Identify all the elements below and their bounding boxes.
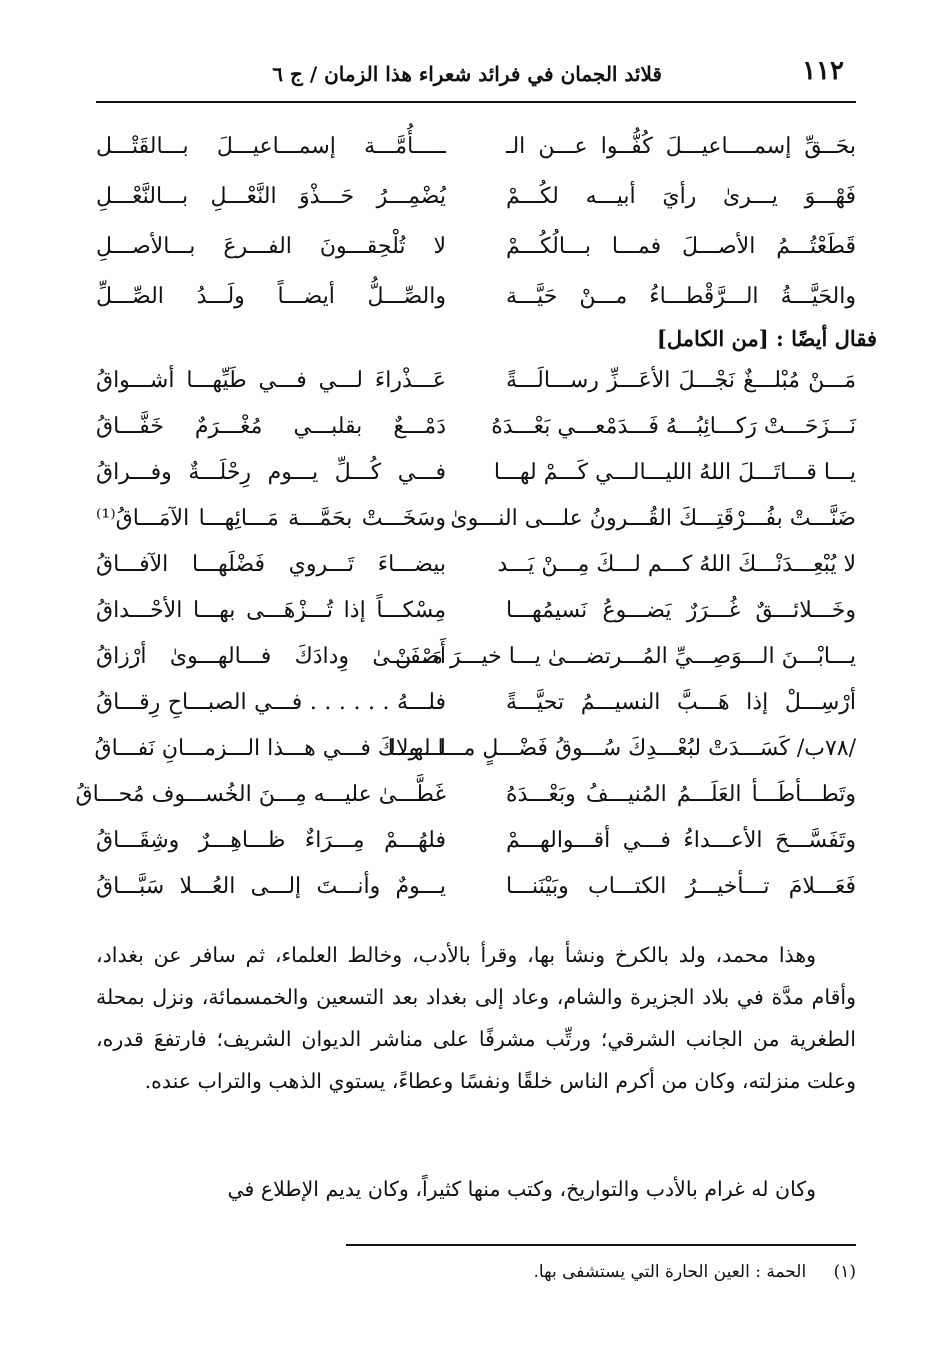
verse-second-hemistich: دَمْـــعٌ بقلبـــي مُغْـــرَمٌ خَفَّـــاقُ: [96, 414, 446, 439]
verse: [96, 404, 856, 450]
verse-first-hemistich: نَـــزَحَـــتْ رَكـــائِبُـــهُ فَـــدَمْعـــي بَعْـــدَهُ: [491, 414, 856, 439]
verse: [96, 496, 856, 542]
verse-first-hemistich: لا يُبْعِـــدَنْـــكَ اللهُ كـــم لـــكَ مِـــنْ يَـــد: [497, 552, 856, 577]
verse: [96, 634, 856, 680]
verse: [96, 588, 856, 634]
verse-second-hemistich: ـــــأُمَّـــة إسمـــاعيـــلَ بـــالقَتْـــل: [96, 134, 446, 159]
verse-first-hemistich: فَهْـــوَ يـــرىٰ رأيَ أبيـــه لكُـــمْ: [506, 184, 856, 209]
verse: [75, 772, 856, 818]
footnote: [534, 1262, 856, 1282]
verse-first-hemistich: وتَفَسَّـــحَ الأعـــداءُ فـــي أقـــوالهـــمْ: [506, 828, 856, 853]
verse: [96, 174, 856, 224]
footnote-divider: [346, 1244, 856, 1246]
verse-second-hemistich: والصِّـــلُّ أيضـــاً ولَـــدُ الصِّـــلِّ: [96, 284, 446, 309]
verse-first-hemistich: يـــابْـــنَ الـــوَصِـــيِّ المُـــرتضـــىٰ يـــا خيـــرَ مَـــنْ: [395, 644, 856, 669]
poem-2: [75, 358, 856, 910]
verse-first-hemistich: يـــا قـــاتَـــلَ اللهُ الليـــالـــي كَـــمْ لهـــا: [493, 460, 856, 485]
verse-second-hemistich: فلـــهُ . . . . . . فـــي الصبـــاحِ رِقـــاقُ: [96, 690, 446, 715]
verse-second-hemistich: عَـــذْراءَ لـــي فـــي طَيِّهـــا أشـــواقُ: [96, 368, 446, 393]
verse: [96, 224, 856, 274]
footnote-text: الحمة : العين الحارة التي يستشفى بها.: [533, 1262, 807, 1282]
verse-first-hemistich: قَطَعْتُـــمُ الأصـــلَ فمـــا بـــالُكُـــمْ: [506, 234, 856, 259]
verse: [96, 450, 856, 496]
verse-first-hemistich: أرْسِـــلْ إذا هَـــبَّ النسيـــمُ تحيَّـــةً: [506, 690, 856, 715]
verse: [96, 680, 856, 726]
verse: [96, 864, 856, 910]
header-divider: [96, 101, 856, 103]
verse-second-hemistich: يُضْمِـــرُ حَـــذْوَ النَّعْـــلِ بـــالنَّعْـــلِ: [96, 184, 446, 209]
poem-1: [96, 124, 856, 324]
verse-first-hemistich: وخَـــلائـــقٌ غُـــرَرٌ يَضـــوعُ نَسيمُهـــا: [506, 598, 856, 623]
verse-second-hemistich: وسَخَـــتْ بحَمَّـــة مَـــائِهـــا الآمَـــاقُ⁽¹⁾: [96, 506, 446, 531]
verse-second-hemistich: فلهُـــمْ مِـــرَاءٌ ظـــاهِـــرٌ وشِقَـــاقُ: [96, 828, 446, 853]
poem-2-intro: فقال أيضًا : [من الكامل]: [656, 326, 877, 351]
verse: [96, 726, 856, 772]
prose-paragraph: وكان له غرام بالأدب والتواريخ، وكتب منها كثيراً، وكان يديم الإطلاع في: [227, 1177, 816, 1201]
page-number: ١١٢: [802, 56, 844, 86]
verse-first-hemistich: والحَيَّـــةُ الـــرَّقْطـــاءُ مـــنْ حَيَّـــة: [506, 284, 856, 309]
verse-second-hemistich: يـــومٌ وأنـــتَ إلـــى العُـــلا سَبَّـــاقُ: [96, 874, 446, 899]
verse-second-hemistich: لا تُلْحِقـــونَ الفـــرعَ بـــالأصـــلِ: [96, 234, 446, 259]
verse-first-hemistich: بحَــقِّ إسمــــاعيـــلَ كُفُّــوا عـــن الـ: [506, 134, 856, 159]
verse-second-hemistich: غَطَّـــىٰ عليـــه مِـــنَ الخُســـوف مُحـــاقُ: [75, 782, 446, 807]
verse-second-hemistich: مِسْكـــاً إذا تُـــزْهَـــى بهـــا الأحْـــداقُ: [96, 598, 446, 623]
verse-second-hemistich: أَصْفَـــىٰ وِدادَكَ فـــالهـــوىٰ أرْزاقُ: [96, 644, 446, 669]
verse-first-hemistich: مَـــنْ مُبْلـــغٌ نَجْـــلَ الأعَـــزِّ رســـالَـــةً: [506, 368, 856, 393]
verse: [96, 542, 856, 588]
verse: [96, 818, 856, 864]
verse: [96, 358, 856, 404]
running-title: قلائد الجمان في فرائد شعراء هذا الزمان / ج ٦: [272, 62, 662, 86]
page-header: [96, 52, 852, 96]
verse: [96, 124, 856, 174]
verse: [96, 274, 856, 324]
prose-body-2: [96, 1168, 856, 1210]
verse-first-hemistich: /٧٨ب/ كَسَـــدَتْ لبُعْـــدِكَ سُـــوقُ فَضْـــلٍ مـــا لهـــا: [387, 736, 856, 761]
verse-first-hemistich: وتَطـــأطَـــأ العَلَـــمُ المُنيـــفُ وبَعْـــدَهُ: [506, 782, 856, 807]
prose-paragraph: وهذا محمد، ولد بالكرخ ونشأ بها، وقرأ بالأدب، وخالط العلماء، ثم سافر عن بغداد، وأقام مدَّة في بلاد الجزيرة والشام، وعاد إلى بغداد بعد التسعين والخمسمائة، ونزل بمحلة الطغرية من الجانب الشرقي؛ ورتِّب مشرفًا على مناشر الديوان الشريف؛ فارتفعَ قدره، وعلت منزلته، وكان من أكرم الناس خلقًا ونفسًا وعطاءً، يستوي الذهب والتراب عنده.: [96, 943, 856, 1093]
verse-second-hemistich: فـــي كُـــلِّ يـــوم رِحْلَـــةٌ وفـــراقُ: [96, 460, 446, 485]
verse-first-hemistich: ضَنَّـــتْ بفُـــرْقَتِـــكَ القُـــرونُ علـــى النـــوىٰ: [450, 506, 856, 531]
verse-first-hemistich: فَعَـــلامَ تـــأخيـــرُ الكتـــاب وبَيْنَنـــا: [506, 874, 856, 899]
verse-second-hemistich: لـــولاكَ فـــي هـــذا الـــزمـــانِ نَفـــاقُ: [94, 736, 446, 761]
prose-body: [96, 934, 856, 1102]
footnote-number: (١): [833, 1262, 856, 1282]
verse-second-hemistich: بيضـــاءَ تَـــروي فَضْلَهـــا الآفـــاقُ: [96, 552, 446, 577]
